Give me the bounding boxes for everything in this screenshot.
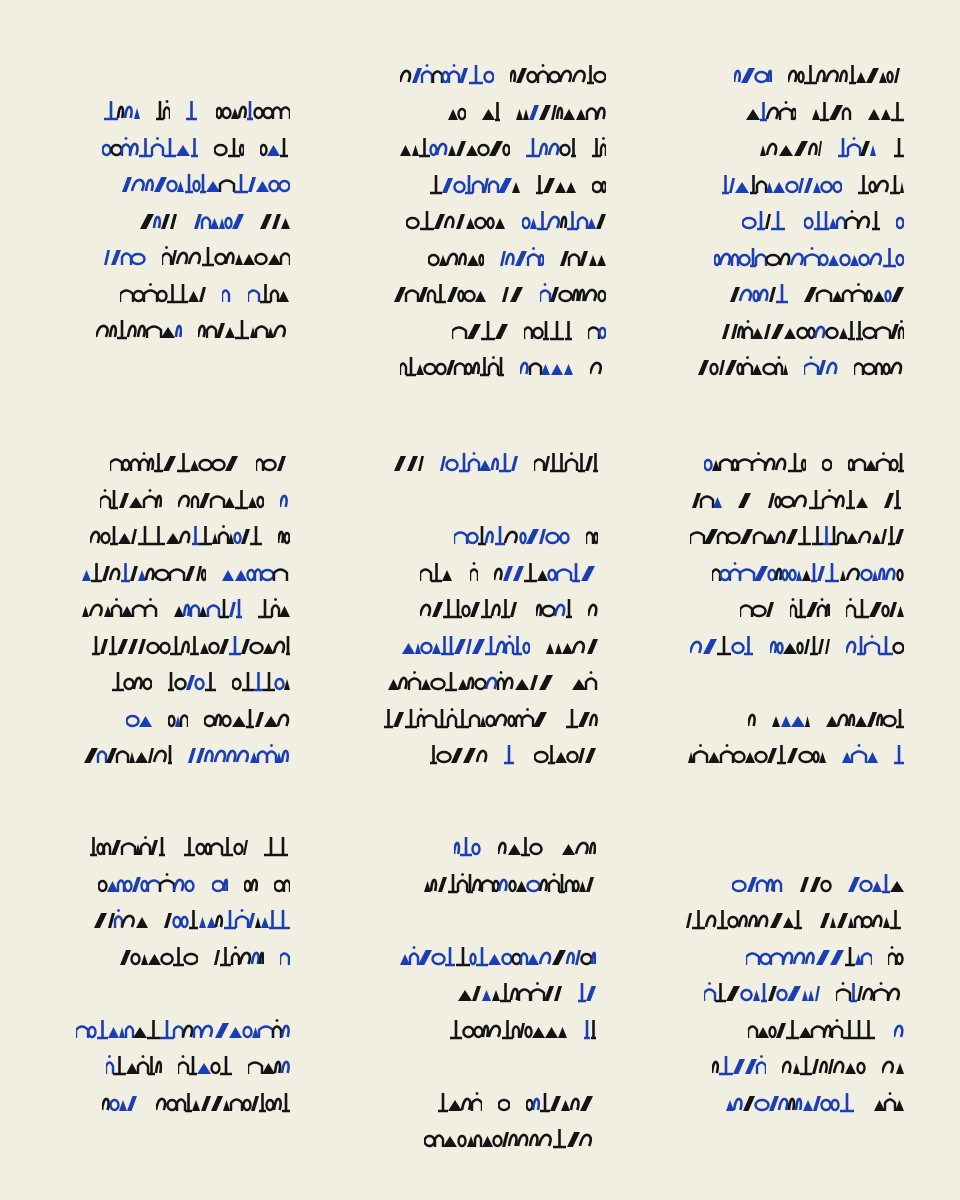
glyph-word [82,596,158,620]
glyph-word-accent [772,706,810,730]
glyph-word-accent [104,244,146,268]
glyph-line [664,354,904,378]
glyph-word [566,706,598,730]
glyph-word [214,944,264,968]
glyph-word [748,1017,878,1041]
glyph-line [664,62,904,86]
glyph-word [586,523,598,547]
glyph-line [358,596,598,620]
glyph-line [664,281,904,305]
glyph-line [50,834,290,858]
glyph-line [366,62,606,86]
glyph-word [470,560,478,584]
glyph-word [592,135,606,159]
glyph-word [82,560,206,584]
glyph-word [458,980,562,1004]
glyph-word [214,135,244,159]
glyph-line [50,281,290,305]
glyph-word-accent [894,742,904,766]
glyph-line [664,135,904,159]
glyph-word-accent [430,172,520,196]
glyph-word [722,318,904,342]
glyph-line [356,1126,596,1150]
glyph-word-accent [520,354,574,378]
glyph-word [746,99,796,123]
glyph-word [424,1126,596,1150]
glyph-line [356,1017,596,1041]
glyph-word [560,245,606,269]
text-block-5 [358,450,598,779]
glyph-word [572,669,598,693]
text-block-3 [664,62,904,391]
glyph-line [664,742,904,766]
glyph-word-accent [102,135,198,159]
glyph-word [884,487,904,511]
glyph-word [868,99,904,123]
glyph-line [50,560,290,584]
glyph-word [156,98,170,122]
glyph-word [400,354,504,378]
glyph-word [92,633,290,657]
glyph-line [50,871,290,895]
glyph-word-accent [742,208,788,232]
glyph-word-accent [842,742,878,766]
glyph-word [874,1090,904,1114]
glyph-word [688,742,826,766]
glyph-word [822,450,832,474]
glyph-word [826,706,904,730]
glyph-word-accent [402,633,530,657]
glyph-word [388,669,556,693]
glyph-word-accent [690,633,754,657]
glyph-word-accent [440,450,518,474]
glyph-line [664,245,904,269]
glyph-word-accent [400,944,596,968]
glyph-word-accent [126,706,152,730]
glyph-line [358,450,598,474]
glyph-word-accent [804,354,838,378]
glyph-word [526,1090,596,1114]
glyph-line [50,633,290,657]
glyph-word-accent [222,560,290,584]
glyph-word [524,318,572,342]
glyph-line [356,834,596,858]
glyph-word-accent [578,980,596,1004]
glyph-word-accent [212,871,228,895]
glyph-line [366,245,606,269]
glyph-word [244,871,258,895]
glyph-word [498,834,546,858]
glyph-line [358,560,598,584]
glyph-word [748,706,756,730]
glyph-line [50,523,290,547]
glyph-word [178,487,264,511]
glyph-line [366,135,606,159]
glyph-line [50,669,290,693]
glyph-word-accent [526,135,576,159]
glyph-word-accent [400,62,494,86]
glyph-word [140,208,178,232]
glyph-line [356,980,596,1004]
glyph-word [686,907,804,931]
glyph-word-accent [732,871,784,895]
glyph-word-accent [164,907,290,931]
glyph-word [882,1053,904,1077]
glyph-word [516,99,606,123]
glyph-line [50,135,290,159]
glyph-word [888,944,904,968]
glyph-word [216,98,290,122]
text-block-2 [366,62,606,391]
glyph-line [50,1017,290,1041]
glyph-word [690,523,904,547]
glyph-line [356,944,596,968]
glyph-word [278,523,290,547]
glyph-word [260,135,290,159]
glyph-word [588,596,598,620]
glyph-word [894,135,904,159]
glyph-word [770,633,830,657]
glyph-word [592,172,606,196]
glyph-word [186,98,200,122]
glyph-line [366,208,606,232]
text-block-4 [50,450,290,779]
glyph-word-accent [522,208,606,232]
glyph-line [358,523,598,547]
glyph-word [800,871,832,895]
glyph-word [738,487,752,511]
glyph-line [358,487,598,511]
glyph-word [424,871,596,895]
glyph-word-accent [280,944,290,968]
glyph-word [156,1090,290,1114]
glyph-word [540,281,606,305]
glyph-word-accent [104,98,140,122]
glyph-word-accent [848,871,904,895]
glyph-line [664,1017,904,1041]
glyph-line [664,834,904,858]
glyph-word-accent [838,135,878,159]
glyph-word [94,907,148,931]
glyph-line [50,596,290,620]
glyph-word [400,135,510,159]
glyph-word [854,354,904,378]
glyph-word [184,834,248,858]
glyph-word [394,281,486,305]
glyph-word-accent [896,208,904,232]
glyph-word [704,450,806,474]
glyph-word [502,281,524,305]
glyph-word [536,172,576,196]
glyph-word [248,1053,290,1077]
glyph-word [836,980,904,1004]
glyph-word [198,317,290,341]
glyph-word [534,742,598,766]
glyph-word [430,742,488,766]
glyph-word-accent [712,1053,766,1077]
glyph-word [406,208,506,232]
glyph-line [366,318,606,342]
glyph-word [248,281,290,305]
glyph-word-accent [746,944,872,968]
glyph-word [820,907,904,931]
glyph-word [96,317,182,341]
glyph-line [664,208,904,232]
glyph-line [358,742,598,766]
glyph-line [356,907,596,931]
glyph-word-accent [804,208,880,232]
glyph-word [438,1090,482,1114]
glyph-line [664,907,904,931]
glyph-word-accent [588,318,606,342]
glyph-word [260,208,290,232]
glyph-word [420,596,520,620]
glyph-word-accent [722,172,842,196]
glyph-word [804,281,904,305]
text-block-9 [664,834,904,1126]
text-block-8 [356,834,596,1163]
glyph-word-accent [504,742,518,766]
glyph-word-accent [174,596,242,620]
glyph-word [790,596,830,620]
glyph-word [498,1090,510,1114]
glyph-line [664,1053,904,1077]
glyph-word [394,450,424,474]
glyph-line [366,99,606,123]
glyph-word-accent [894,1017,904,1041]
glyph-line [50,980,290,1004]
glyph-word-accent [98,871,196,895]
text-block-6 [664,450,904,779]
glyph-word-accent [500,245,544,269]
glyph-word-accent [692,487,722,511]
glyph-line [50,244,290,268]
glyph-word-accent [726,1090,858,1114]
glyph-word [698,354,788,378]
glyph-line [366,172,606,196]
glyph-word [106,1053,162,1077]
glyph-line [664,1090,904,1114]
glyph-word [384,706,550,730]
glyph-word [84,742,172,766]
glyph-word-accent [454,834,482,858]
glyph-line [356,871,596,895]
glyph-word [760,135,822,159]
glyph-line [50,742,290,766]
glyph-line [50,98,290,122]
glyph-line [50,1090,290,1114]
glyph-line [50,317,290,341]
glyph-line [664,487,904,511]
glyph-line [358,669,598,693]
glyph-word-accent [734,62,772,86]
glyph-line [358,706,598,730]
glyph-word [178,1053,232,1077]
glyph-word [90,523,262,547]
glyph-word [168,669,216,693]
glyph-line [50,487,290,511]
glyph-word-accent [76,1017,290,1041]
glyph-line [50,944,290,968]
glyph-word [120,944,198,968]
glyph-word [120,281,206,305]
glyph-word [482,99,500,123]
glyph-word-accent [494,560,598,584]
glyph-word [452,318,508,342]
glyph-word-accent [102,1090,140,1114]
glyph-word [258,596,290,620]
glyph-word [846,596,904,620]
glyph-line [366,354,606,378]
glyph-line [664,172,904,196]
glyph-line [664,318,904,342]
glyph-word-accent [730,281,788,305]
glyph-line [664,944,904,968]
glyph-word [812,99,852,123]
glyph-word [90,834,168,858]
glyph-word [584,1017,596,1041]
glyph-word [546,633,598,657]
glyph-line [358,633,598,657]
glyph-word [110,450,240,474]
glyph-word [536,596,572,620]
glyph-word [274,871,290,895]
glyph-word-accent [704,980,820,1004]
glyph-line [664,633,904,657]
glyph-word-accent [454,523,570,547]
glyph-line [50,208,290,232]
glyph-word [100,487,162,511]
glyph-word [450,1017,568,1041]
glyph-word-accent [232,669,290,693]
glyph-line [664,596,904,620]
glyph-word [534,450,598,474]
glyph-word [162,244,290,268]
glyph-line [50,450,290,474]
glyph-line [50,1053,290,1077]
glyph-line [664,99,904,123]
glyph-line [50,171,290,195]
glyph-word [112,669,152,693]
glyph-word-accent [280,487,290,511]
text-block-1 [50,98,290,354]
glyph-word [510,62,606,86]
glyph-line [356,1090,596,1114]
glyph-word [788,62,904,86]
glyph-line [664,980,904,1004]
glyph-word [590,354,606,378]
glyph-word [740,596,774,620]
glyph-word [858,172,904,196]
glyph-line [664,871,904,895]
glyph-line [50,907,290,931]
glyph-word-accent [222,281,232,305]
glyph-line [664,450,904,474]
glyph-line [664,669,904,693]
glyph-word [428,245,484,269]
glyph-word [204,706,290,730]
glyph-word [782,1053,866,1077]
glyph-word-accent [846,633,904,657]
glyph-word [168,706,188,730]
glyph-line [366,281,606,305]
glyph-word [848,450,904,474]
glyph-word-accent [188,742,290,766]
glyph-word [264,834,290,858]
glyph-word [448,99,466,123]
glyph-word-accent [712,560,904,584]
glyph-word-accent [122,171,290,195]
glyph-line [664,523,904,547]
glyph-line [50,706,290,730]
glyph-word-accent [714,245,904,269]
glyph-word [256,450,290,474]
glyph-word [420,560,454,584]
glyph-word [768,487,868,511]
glyph-word [562,834,596,858]
glyph-line [356,1053,596,1077]
glyph-line [664,560,904,584]
glyph-line [664,706,904,730]
glyph-word-accent [194,208,244,232]
text-block-7 [50,834,290,1126]
